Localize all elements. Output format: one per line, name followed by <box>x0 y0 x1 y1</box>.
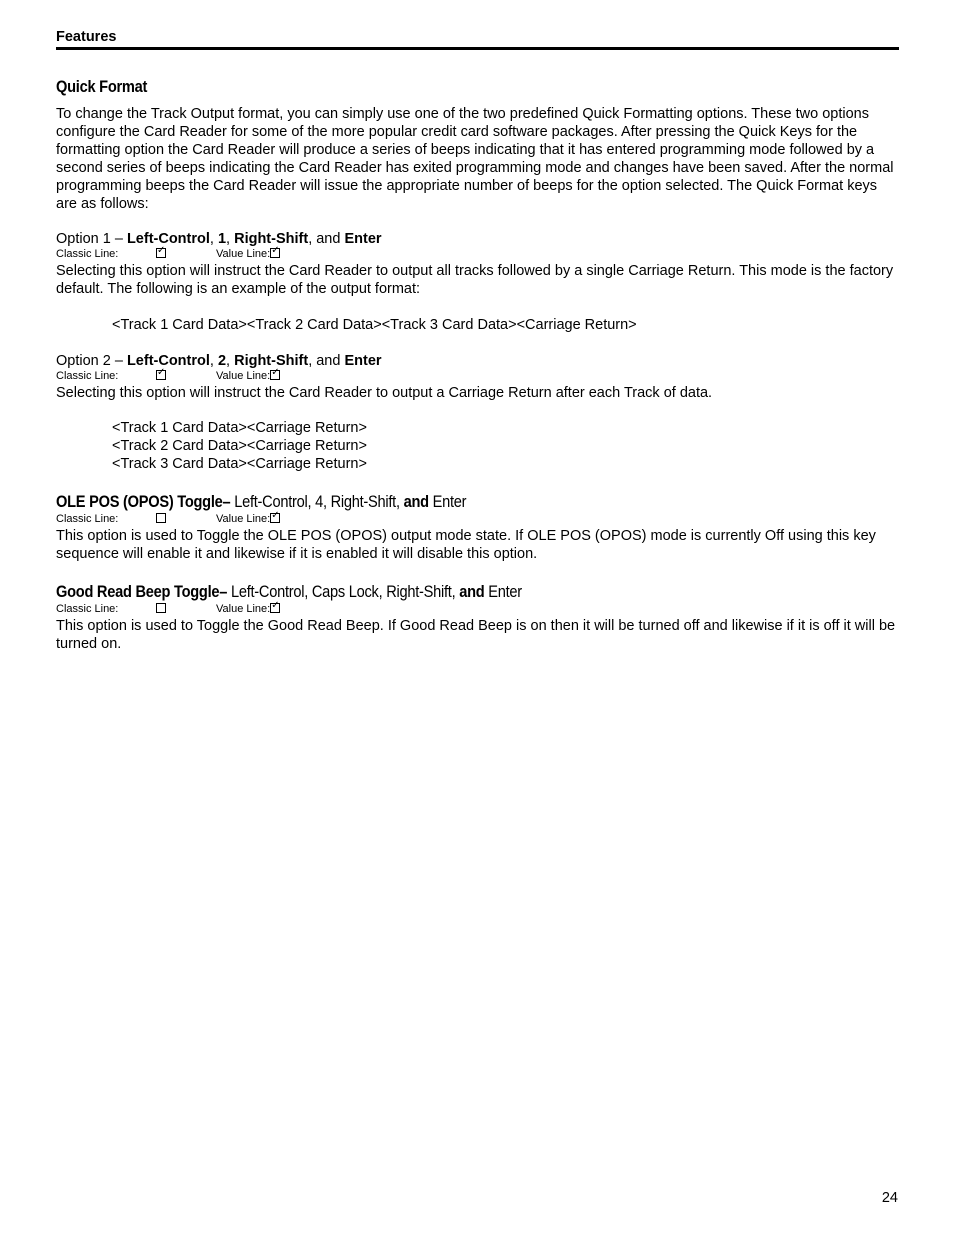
opos-last-key: Enter <box>428 492 467 511</box>
and-text: , and <box>308 353 345 369</box>
beep-heading <box>56 582 522 602</box>
opos-and: and <box>403 492 429 511</box>
option2-example-3: <Track 3 Card Data><Carriage Return> <box>112 456 367 472</box>
opos-compat <box>56 513 280 526</box>
opos-keys: Left-Control, 4, Right-Shift, <box>230 492 404 511</box>
option2-key4: Enter <box>344 353 382 369</box>
classic-line-label: Classic Line: <box>56 513 119 525</box>
option1-key1: Left-Control <box>126 231 210 247</box>
opos-heading <box>56 492 466 512</box>
unchecked-box-icon <box>156 603 166 613</box>
opos-description: This option is used to Toggle the OLE POS (OPOS) output mode state. If OLE POS (OPOS) mode is currently Off using this key sequence will enable it and likewise if it is enabled it will disable this option. <box>56 528 876 562</box>
beep-title: Good Read Beep Toggle– <box>56 582 228 601</box>
value-line-label: Value Line: <box>216 248 271 260</box>
option1-key4: Enter <box>344 231 382 247</box>
beep-compat <box>56 603 280 616</box>
and-text: , and <box>308 231 345 247</box>
checked-box-icon <box>270 603 280 613</box>
sep: , <box>209 231 218 247</box>
option2-key1: Left-Control <box>126 353 210 369</box>
option2-description: Selecting this option will instruct the Card Reader to output a Carriage Return after each Track of data. <box>56 385 713 401</box>
option2-line <box>56 352 382 370</box>
section-header: Features <box>56 29 117 45</box>
option2-compat <box>56 370 280 383</box>
classic-line-label: Classic Line: <box>56 248 119 260</box>
option1-example: <Track 1 Card Data><Track 2 Card Data><Track 3 Card Data><Carriage Return> <box>112 317 637 333</box>
value-line-label: Value Line: <box>216 370 271 382</box>
checked-box-icon <box>270 513 280 523</box>
sep: , <box>226 231 235 247</box>
classic-line-label: Classic Line: <box>56 603 119 615</box>
option1-description: Selecting this option will instruct the Card Reader to output all tracks followed by a single Carriage Return. This mode is the factory default. The following is an example of the output format: <box>56 263 894 297</box>
beep-keys: Left-Control, Caps Lock, Right-Shift, <box>227 582 460 601</box>
option1-line <box>56 230 382 248</box>
unchecked-box-icon <box>156 513 166 523</box>
checked-box-icon <box>270 248 280 258</box>
quick-format-intro: To change the Track Output format, you can simply use one of the two predefined Quick Formatting options. These two options configure the Card Reader for some of the more popular credit card software packages. After pressing the Quick Keys for the formatting option the Card Reader will produce a series of beeps indicating that it has entered programming mode followed by a second series of beeps indicating the Card Reader has exited programming mode and changes have been saved. After the normal programming beeps the Card Reader will issue the appropriate number of beeps for the option selected. The Quick Format keys are as follows: <box>56 106 894 212</box>
page-number: 24 <box>881 1190 898 1206</box>
option2-key2: 2 <box>217 353 227 369</box>
option2-example-2: <Track 2 Card Data><Carriage Return> <box>112 438 367 454</box>
sep: , <box>209 353 218 369</box>
option2-key3: Right-Shift <box>234 353 309 369</box>
option2-example-1: <Track 1 Card Data><Carriage Return> <box>112 420 367 436</box>
checked-box-icon <box>156 248 166 258</box>
header-rule <box>56 47 899 50</box>
option1-key3: Right-Shift <box>234 231 309 247</box>
opos-title: OLE POS (OPOS) Toggle– <box>56 492 231 511</box>
option2-prefix: Option 2 – <box>56 353 127 369</box>
classic-line-label: Classic Line: <box>56 370 119 382</box>
beep-and: and <box>459 582 485 601</box>
option1-prefix: Option 1 – <box>56 231 127 247</box>
sep: , <box>226 353 235 369</box>
value-line-label: Value Line: <box>216 603 271 615</box>
value-line-label: Value Line: <box>216 513 271 525</box>
beep-description: This option is used to Toggle the Good Read Beep. If Good Read Beep is on then it will be turned off and likewise if it is off it will be turned on. <box>56 618 896 652</box>
option1-compat <box>56 248 280 261</box>
quick-format-heading: Quick Format <box>56 77 148 96</box>
option1-key2: 1 <box>217 231 227 247</box>
checked-box-icon <box>156 370 166 380</box>
beep-last-key: Enter <box>484 582 522 601</box>
checked-box-icon <box>270 370 280 380</box>
